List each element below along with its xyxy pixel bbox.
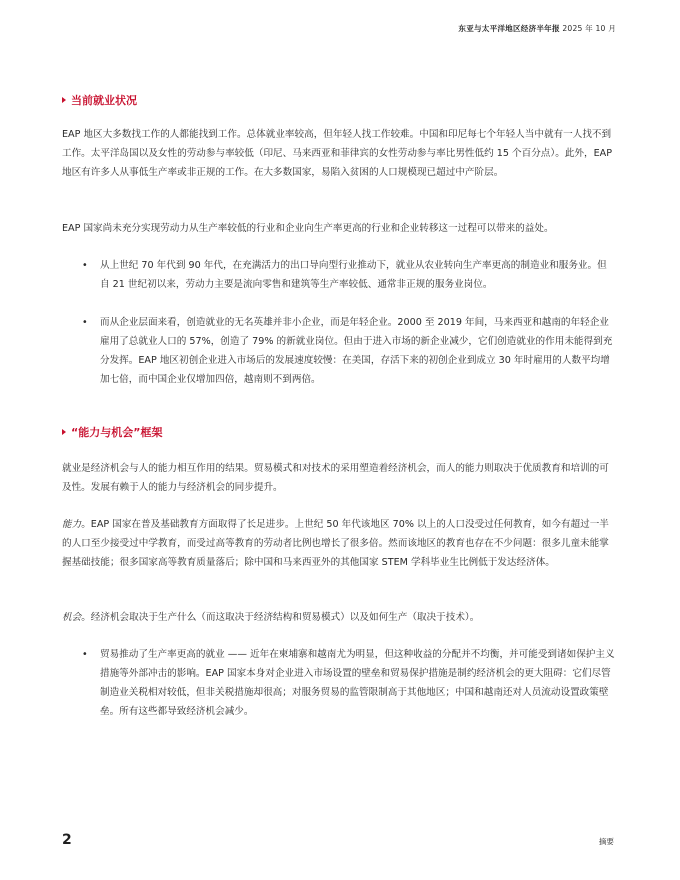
bullet-icon: • <box>82 260 88 271</box>
section-heading-employment <box>62 92 137 108</box>
section-heading-text: “能力与机会”框架 <box>71 426 163 439</box>
bullet-icon: • <box>82 649 88 660</box>
paragraph: 就业是经济机会与人的能力相互作用的结果。贸易模式和对技术的采用塑造着经济机会，而人的能力则取决于优质教育和培训的可及性。发展有赖于人的能力与经济机会的同步提升。 <box>62 463 609 493</box>
list-item <box>62 313 618 389</box>
paragraph: EAP 地区大多数找工作的人都能找到工作。总体就业率较高，但年轻人找工作较难。中国和印尼每七个年轻人当中就有一人找不到工作。太平洋岛国以及女性的劳动参与率较低（印尼、马来西亚和菲律宾的女性劳动参与率比男性低约 15 个百分点）。此外，EAP 地区有许多人从事低生产率或非正规的工作。在大多数国家，易陷入贫困的人口规模现已超过中产阶层。 <box>62 129 612 178</box>
triangle-bullet-icon <box>62 97 66 103</box>
paragraph-capability <box>62 515 618 572</box>
running-header <box>458 23 616 34</box>
footer-label: 摘要 <box>598 837 614 846</box>
list-item-text: 而从企业层面来看，创造就业的无名英雄并非小企业，而是年轻企业。2000 至 2019 年间，马来西亚和越南的年轻企业雇用了总就业人口的 57%，创造了 79% 的新就业岗位。但由于进入市场的新企业减少，它们创造就业的作用未能得到充分发挥。EAP 地区初创企业进入市场后的发展速度较慢：在美国，存活下来的初创企业到成立 30 年时雇用的人数平均增加七倍，而中国企业仅增加四倍，越南则不到两倍。 <box>100 317 613 385</box>
paragraph-text: 。经济机会取决于生产什么（而这取决于经济结构和贸易模式）以及如何生产（取决于技术）。 <box>81 612 480 623</box>
triangle-bullet-icon <box>62 429 66 435</box>
paragraph-opportunity <box>62 608 618 627</box>
section-heading-framework <box>62 424 162 440</box>
paragraph-label: 机会 <box>62 612 82 623</box>
report-date: 2025 年 10 月 <box>562 24 616 33</box>
list-item <box>62 256 618 294</box>
bullet-icon: • <box>82 317 88 328</box>
paragraph: EAP 国家尚未充分实现劳动力从生产率较低的行业和企业向生产率更高的行业和企业转移这一过程可以带来的益处。 <box>62 223 554 234</box>
list-item <box>62 645 618 721</box>
list-item-text: 从上世纪 70 年代到 90 年代，在充满活力的出口导向型行业推动下，就业从农业转向生产率更高的制造业和服务业。但自 21 世纪初以来，劳动力主要是流向零售和建筑等生产率较低、通常非正规的服务业岗位。 <box>100 260 607 290</box>
page-number: 2 <box>62 832 72 848</box>
section-heading-text: 当前就业状况 <box>71 94 137 107</box>
report-title: 东亚与太平洋地区经济半年报 <box>458 24 560 33</box>
list-item-text: 贸易推动了生产率更高的就业 —— 近年在柬埔寨和越南尤为明显，但这种收益的分配并不均衡，并可能受到诸如保护主义措施等外部冲击的影响。EAP 国家本身对企业进入市场设置的壁垒和贸易保护措施是制约经济机会的更大阻碍：它们尽管制造业关税相对较低，但非关税措施却很高；对服务贸易的监管限制高于其他地区；中国和越南还对人员流动设置政策壁垒。所有这些都导致经济机会减少。 <box>100 649 615 717</box>
paragraph-text: 。EAP 国家在普及基础教育方面取得了长足进步。上世纪 50 年代该地区 70% 以上的人口没受过任何教育，如今有超过一半的人口至少接受过中学教育，而受过高等教育的劳动者比例也增长了很多倍。然而该地区的教育也存在不少问题：很多儿童未能掌握基础技能；很多国家高等教育质量落后；除中国和马来西亚外的其他国家 STEM 学科毕业生比例低于发达经济体。 <box>62 519 609 568</box>
paragraph-label: 能力 <box>62 519 82 530</box>
